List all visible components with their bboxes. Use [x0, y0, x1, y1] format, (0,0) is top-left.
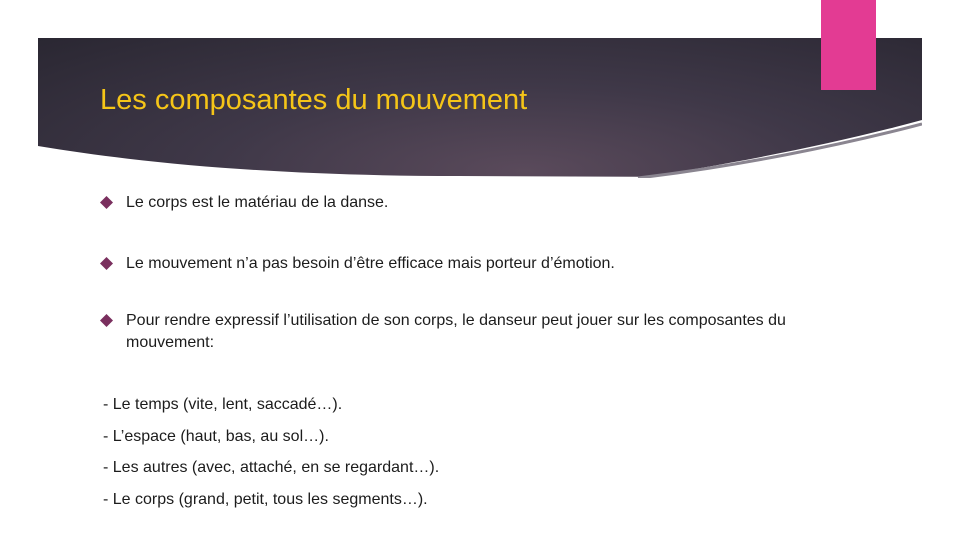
sub-item: - L’espace (haut, bas, au sol…). — [103, 428, 329, 445]
diamond-bullet-icon — [100, 196, 113, 209]
bullet-text: Le mouvement n’a pas besoin d’être efficace mais porteur d’émotion. — [126, 255, 615, 272]
bullet-text: Le corps est le matériau de la danse. — [126, 194, 389, 211]
sub-item: - Le corps (grand, petit, tous les segments…). — [103, 491, 428, 508]
bullet-item — [100, 253, 806, 275]
sub-item: - Le temps (vite, lent, saccadé…). — [103, 396, 343, 413]
bullet-item — [100, 192, 806, 214]
sub-item: - Les autres (avec, attaché, en se regardant…). — [103, 459, 440, 476]
accent-tab — [821, 0, 876, 90]
diamond-bullet-icon — [100, 257, 113, 270]
diamond-bullet-icon — [100, 314, 113, 327]
bullet-item — [100, 310, 806, 354]
slide-title: Les composantes du mouvement — [100, 84, 528, 116]
bullet-text: Pour rendre expressif l’utilisation de son corps, le danseur peut jouer sur les composantes du mouvement: — [126, 312, 786, 351]
